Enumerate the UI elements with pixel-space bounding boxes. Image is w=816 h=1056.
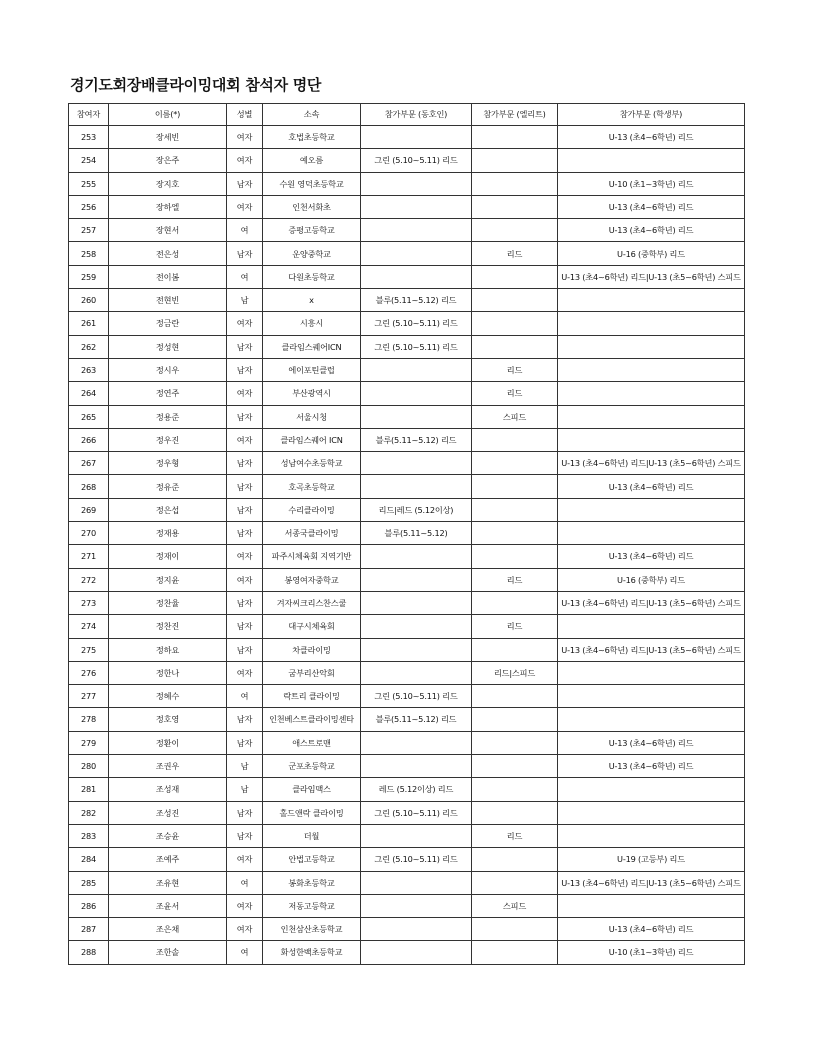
table-row bbox=[69, 428, 745, 451]
gender-cell: 여자 bbox=[227, 545, 263, 568]
division-student-cell bbox=[558, 685, 745, 708]
table-row bbox=[69, 149, 745, 172]
division-elite-cell bbox=[472, 335, 558, 358]
division-student-cell: U-13 (초4~6학년) 리드 bbox=[558, 219, 745, 242]
affiliation-cell: 호곡초등학교 bbox=[263, 475, 361, 498]
table-row bbox=[69, 242, 745, 265]
division-elite-cell bbox=[472, 126, 558, 149]
page-title: 경기도회장배클라이밍대회 참석자 명단 bbox=[70, 76, 322, 94]
division-student-cell: U-13 (초4~6학년) 리드|U-13 (초5~6학년) 스피드 bbox=[558, 265, 745, 288]
name-cell: 전은성 bbox=[109, 242, 227, 265]
table-row bbox=[69, 312, 745, 335]
division-student-cell: U-13 (초4~6학년) 리드|U-13 (초5~6학년) 스피드 bbox=[558, 871, 745, 894]
gender-cell: 여자 bbox=[227, 918, 263, 941]
name-cell: 장세빈 bbox=[109, 126, 227, 149]
table-row bbox=[69, 801, 745, 824]
participant-no-cell: 264 bbox=[69, 382, 109, 405]
participant-no-cell: 271 bbox=[69, 545, 109, 568]
participant-no-cell: 282 bbox=[69, 801, 109, 824]
gender-cell: 남자 bbox=[227, 452, 263, 475]
table-row bbox=[69, 894, 745, 917]
gender-cell: 남자 bbox=[227, 615, 263, 638]
division-student-cell bbox=[558, 312, 745, 335]
gender-cell: 남자 bbox=[227, 522, 263, 545]
affiliation-cell: 시흥시 bbox=[263, 312, 361, 335]
gender-cell: 남자 bbox=[227, 824, 263, 847]
division-club-cell bbox=[361, 242, 472, 265]
gender-cell: 여 bbox=[227, 685, 263, 708]
division-elite-cell bbox=[472, 801, 558, 824]
division-student-cell bbox=[558, 382, 745, 405]
affiliation-cell: 예오름 bbox=[263, 149, 361, 172]
name-cell: 정연주 bbox=[109, 382, 227, 405]
affiliation-cell: 인천서화초 bbox=[263, 195, 361, 218]
gender-cell: 여자 bbox=[227, 568, 263, 591]
division-student-cell bbox=[558, 498, 745, 521]
name-cell: 정성현 bbox=[109, 335, 227, 358]
table-row bbox=[69, 382, 745, 405]
division-student-cell: U-13 (초4~6학년) 리드 bbox=[558, 475, 745, 498]
table-row bbox=[69, 708, 745, 731]
participant-no-cell: 273 bbox=[69, 591, 109, 614]
participant-table bbox=[68, 103, 745, 965]
name-cell: 장지호 bbox=[109, 172, 227, 195]
affiliation-cell: 서종국클라이밍 bbox=[263, 522, 361, 545]
division-club-cell bbox=[361, 755, 472, 778]
gender-cell: 남자 bbox=[227, 638, 263, 661]
participant-no-cell: 280 bbox=[69, 755, 109, 778]
division-elite-cell: 스피드 bbox=[472, 894, 558, 917]
table-row bbox=[69, 568, 745, 591]
affiliation-cell: 클라임스퀘어ICN bbox=[263, 335, 361, 358]
name-cell: 정환이 bbox=[109, 731, 227, 754]
gender-cell: 여 bbox=[227, 941, 263, 964]
affiliation-cell: 인천삼산초등학교 bbox=[263, 918, 361, 941]
gender-cell: 남자 bbox=[227, 498, 263, 521]
table-row bbox=[69, 335, 745, 358]
division-elite-cell bbox=[472, 941, 558, 964]
division-club-cell bbox=[361, 615, 472, 638]
division-club-cell bbox=[361, 731, 472, 754]
division-student-cell: U-13 (초4~6학년) 리드 bbox=[558, 195, 745, 218]
table-row bbox=[69, 219, 745, 242]
name-cell: 정재이 bbox=[109, 545, 227, 568]
name-cell: 장하엘 bbox=[109, 195, 227, 218]
participant-no-cell: 287 bbox=[69, 918, 109, 941]
participant-no-cell: 285 bbox=[69, 871, 109, 894]
table-row bbox=[69, 358, 745, 381]
division-club-cell bbox=[361, 195, 472, 218]
participant-no-cell: 260 bbox=[69, 289, 109, 312]
gender-cell: 여자 bbox=[227, 382, 263, 405]
name-cell: 조성진 bbox=[109, 801, 227, 824]
affiliation-cell: 겨자씨크리스찬스쿨 bbox=[263, 591, 361, 614]
table-row bbox=[69, 685, 745, 708]
gender-cell: 여자 bbox=[227, 848, 263, 871]
participant-no-cell: 278 bbox=[69, 708, 109, 731]
participant-no-cell: 267 bbox=[69, 452, 109, 475]
header-gender: 성별 bbox=[227, 104, 263, 126]
name-cell: 조성재 bbox=[109, 778, 227, 801]
affiliation-cell: 서울시청 bbox=[263, 405, 361, 428]
division-elite-cell bbox=[472, 848, 558, 871]
division-club-cell: 그린 (5.10~5.11) 리드 bbox=[361, 848, 472, 871]
table-row bbox=[69, 918, 745, 941]
participant-no-cell: 286 bbox=[69, 894, 109, 917]
name-cell: 정유준 bbox=[109, 475, 227, 498]
division-elite-cell bbox=[472, 265, 558, 288]
gender-cell: 남자 bbox=[227, 801, 263, 824]
division-elite-cell: 리드 bbox=[472, 358, 558, 381]
affiliation-cell: 화성한백초등학교 bbox=[263, 941, 361, 964]
division-student-cell: U-13 (초4~6학년) 리드|U-13 (초5~6학년) 스피드 bbox=[558, 591, 745, 614]
affiliation-cell: 차클라이밍 bbox=[263, 638, 361, 661]
affiliation-cell: 대구시체육회 bbox=[263, 615, 361, 638]
gender-cell: 여 bbox=[227, 219, 263, 242]
division-student-cell: U-16 (중학부) 리드 bbox=[558, 242, 745, 265]
name-cell: 정우진 bbox=[109, 428, 227, 451]
affiliation-cell: 군포초등학교 bbox=[263, 755, 361, 778]
table-row bbox=[69, 871, 745, 894]
affiliation-cell: 봉영여자중학교 bbox=[263, 568, 361, 591]
division-elite-cell bbox=[472, 918, 558, 941]
name-cell: 정지윤 bbox=[109, 568, 227, 591]
participant-no-cell: 284 bbox=[69, 848, 109, 871]
division-club-cell bbox=[361, 382, 472, 405]
participant-no-cell: 256 bbox=[69, 195, 109, 218]
division-student-cell bbox=[558, 149, 745, 172]
table-row bbox=[69, 824, 745, 847]
table-row bbox=[69, 848, 745, 871]
participant-no-cell: 269 bbox=[69, 498, 109, 521]
participant-no-cell: 253 bbox=[69, 126, 109, 149]
division-elite-cell bbox=[472, 428, 558, 451]
gender-cell: 남자 bbox=[227, 242, 263, 265]
affiliation-cell: 다원초등학교 bbox=[263, 265, 361, 288]
affiliation-cell: 봉화초등학교 bbox=[263, 871, 361, 894]
division-student-cell: U-10 (초1~3학년) 리드 bbox=[558, 941, 745, 964]
participant-no-cell: 288 bbox=[69, 941, 109, 964]
division-club-cell bbox=[361, 219, 472, 242]
gender-cell: 남자 bbox=[227, 591, 263, 614]
division-club-cell bbox=[361, 894, 472, 917]
participant-no-cell: 258 bbox=[69, 242, 109, 265]
division-club-cell bbox=[361, 638, 472, 661]
gender-cell: 여자 bbox=[227, 126, 263, 149]
affiliation-cell: 클라임맥스 bbox=[263, 778, 361, 801]
division-club-cell bbox=[361, 591, 472, 614]
division-elite-cell: 리드 bbox=[472, 615, 558, 638]
affiliation-cell: 수원 영덕초등학교 bbox=[263, 172, 361, 195]
division-elite-cell bbox=[472, 195, 558, 218]
division-club-cell bbox=[361, 568, 472, 591]
gender-cell: 여 bbox=[227, 871, 263, 894]
division-student-cell: U-10 (초1~3학년) 리드 bbox=[558, 172, 745, 195]
affiliation-cell: 락트리 클라이밍 bbox=[263, 685, 361, 708]
division-elite-cell bbox=[472, 172, 558, 195]
table-row bbox=[69, 265, 745, 288]
header-name: 이름(*) bbox=[109, 104, 227, 126]
division-club-cell bbox=[361, 918, 472, 941]
header-participant-no: 참여자 bbox=[69, 104, 109, 126]
participant-no-cell: 283 bbox=[69, 824, 109, 847]
division-student-cell: U-19 (고등부) 리드 bbox=[558, 848, 745, 871]
gender-cell: 여자 bbox=[227, 661, 263, 684]
name-cell: 정용준 bbox=[109, 405, 227, 428]
division-club-cell: 그린 (5.10~5.11) 리드 bbox=[361, 149, 472, 172]
table-header-row bbox=[69, 104, 745, 126]
name-cell: 전현빈 bbox=[109, 289, 227, 312]
division-student-cell: U-16 (중학부) 리드 bbox=[558, 568, 745, 591]
affiliation-cell: 파주시체육회 지역기반 bbox=[263, 545, 361, 568]
name-cell: 정호영 bbox=[109, 708, 227, 731]
affiliation-cell: 수리클라이밍 bbox=[263, 498, 361, 521]
participant-no-cell: 272 bbox=[69, 568, 109, 591]
participant-no-cell: 257 bbox=[69, 219, 109, 242]
division-student-cell bbox=[558, 615, 745, 638]
name-cell: 정금란 bbox=[109, 312, 227, 335]
table-row bbox=[69, 172, 745, 195]
division-elite-cell bbox=[472, 778, 558, 801]
division-club-cell: 그린 (5.10~5.11) 리드 bbox=[361, 335, 472, 358]
name-cell: 정혜수 bbox=[109, 685, 227, 708]
division-club-cell bbox=[361, 405, 472, 428]
name-cell: 조은채 bbox=[109, 918, 227, 941]
participant-no-cell: 270 bbox=[69, 522, 109, 545]
table-row bbox=[69, 615, 745, 638]
division-student-cell: U-13 (초4~6학년) 리드 bbox=[558, 918, 745, 941]
table-row bbox=[69, 522, 745, 545]
table-row bbox=[69, 195, 745, 218]
table-row bbox=[69, 941, 745, 964]
division-student-cell: U-13 (초4~6학년) 리드 bbox=[558, 545, 745, 568]
division-student-cell bbox=[558, 708, 745, 731]
gender-cell: 여 bbox=[227, 265, 263, 288]
table-row bbox=[69, 498, 745, 521]
affiliation-cell: 굼부리산악회 bbox=[263, 661, 361, 684]
division-elite-cell: 리드|스피드 bbox=[472, 661, 558, 684]
affiliation-cell: 안법고등학교 bbox=[263, 848, 361, 871]
table-row bbox=[69, 731, 745, 754]
division-elite-cell: 리드 bbox=[472, 242, 558, 265]
division-elite-cell bbox=[472, 731, 558, 754]
name-cell: 조예주 bbox=[109, 848, 227, 871]
gender-cell: 남 bbox=[227, 778, 263, 801]
division-student-cell bbox=[558, 358, 745, 381]
division-elite-cell: 리드 bbox=[472, 568, 558, 591]
name-cell: 정한나 bbox=[109, 661, 227, 684]
division-club-cell: 그린 (5.10~5.11) 리드 bbox=[361, 801, 472, 824]
name-cell: 정시우 bbox=[109, 358, 227, 381]
participant-no-cell: 277 bbox=[69, 685, 109, 708]
division-club-cell: 리드|레드 (5.12이상) bbox=[361, 498, 472, 521]
name-cell: 장현서 bbox=[109, 219, 227, 242]
name-cell: 조한솔 bbox=[109, 941, 227, 964]
gender-cell: 여자 bbox=[227, 149, 263, 172]
name-cell: 전이봄 bbox=[109, 265, 227, 288]
name-cell: 조권우 bbox=[109, 755, 227, 778]
division-student-cell bbox=[558, 428, 745, 451]
division-elite-cell bbox=[472, 149, 558, 172]
table-row bbox=[69, 661, 745, 684]
participant-no-cell: 281 bbox=[69, 778, 109, 801]
division-club-cell: 블루(5.11~5.12) bbox=[361, 522, 472, 545]
participant-no-cell: 279 bbox=[69, 731, 109, 754]
table-row bbox=[69, 475, 745, 498]
participant-no-cell: 266 bbox=[69, 428, 109, 451]
participant-no-cell: 263 bbox=[69, 358, 109, 381]
gender-cell: 여자 bbox=[227, 894, 263, 917]
participant-no-cell: 275 bbox=[69, 638, 109, 661]
division-student-cell bbox=[558, 335, 745, 358]
header-division-student: 참가부문 (학생부) bbox=[558, 104, 745, 126]
division-elite-cell bbox=[472, 312, 558, 335]
table-row bbox=[69, 452, 745, 475]
division-student-cell bbox=[558, 661, 745, 684]
table-row bbox=[69, 545, 745, 568]
gender-cell: 남자 bbox=[227, 172, 263, 195]
gender-cell: 여자 bbox=[227, 428, 263, 451]
name-cell: 조승윤 bbox=[109, 824, 227, 847]
division-elite-cell: 스피드 bbox=[472, 405, 558, 428]
header-division-elite: 참가부문 (엘리트) bbox=[472, 104, 558, 126]
name-cell: 조유현 bbox=[109, 871, 227, 894]
division-club-cell: 그린 (5.10~5.11) 리드 bbox=[361, 685, 472, 708]
gender-cell: 남자 bbox=[227, 358, 263, 381]
affiliation-cell: 클라임스퀘어 ICN bbox=[263, 428, 361, 451]
table-row bbox=[69, 289, 745, 312]
gender-cell: 남자 bbox=[227, 731, 263, 754]
gender-cell: 남 bbox=[227, 289, 263, 312]
division-elite-cell: 리드 bbox=[472, 382, 558, 405]
division-elite-cell bbox=[472, 475, 558, 498]
participant-no-cell: 255 bbox=[69, 172, 109, 195]
division-student-cell bbox=[558, 289, 745, 312]
division-club-cell: 블루(5.11~5.12) 리드 bbox=[361, 289, 472, 312]
participant-no-cell: 254 bbox=[69, 149, 109, 172]
division-student-cell bbox=[558, 522, 745, 545]
name-cell: 정재용 bbox=[109, 522, 227, 545]
division-student-cell: U-13 (초4~6학년) 리드|U-13 (초5~6학년) 스피드 bbox=[558, 638, 745, 661]
gender-cell: 남자 bbox=[227, 708, 263, 731]
table-body bbox=[69, 126, 745, 965]
affiliation-cell: 성남여수초등학교 bbox=[263, 452, 361, 475]
table-row bbox=[69, 126, 745, 149]
division-student-cell: U-13 (초4~6학년) 리드 bbox=[558, 126, 745, 149]
division-club-cell bbox=[361, 265, 472, 288]
division-student-cell: U-13 (초4~6학년) 리드|U-13 (초5~6학년) 스피드 bbox=[558, 452, 745, 475]
table-row bbox=[69, 405, 745, 428]
gender-cell: 여자 bbox=[227, 312, 263, 335]
gender-cell: 남자 bbox=[227, 475, 263, 498]
division-student-cell: U-13 (초4~6학년) 리드 bbox=[558, 731, 745, 754]
name-cell: 정찬율 bbox=[109, 591, 227, 614]
affiliation-cell: 홀드앤락 클라이밍 bbox=[263, 801, 361, 824]
participant-no-cell: 261 bbox=[69, 312, 109, 335]
division-elite-cell bbox=[472, 219, 558, 242]
division-club-cell: 블루(5.11~5.12) 리드 bbox=[361, 428, 472, 451]
division-club-cell: 레드 (5.12이상) 리드 bbox=[361, 778, 472, 801]
division-elite-cell bbox=[472, 591, 558, 614]
division-elite-cell bbox=[472, 638, 558, 661]
division-club-cell bbox=[361, 661, 472, 684]
participant-no-cell: 262 bbox=[69, 335, 109, 358]
affiliation-cell: 에이포틴클럽 bbox=[263, 358, 361, 381]
division-club-cell bbox=[361, 172, 472, 195]
division-club-cell: 블루(5.11~5.12) 리드 bbox=[361, 708, 472, 731]
division-student-cell: U-13 (초4~6학년) 리드 bbox=[558, 755, 745, 778]
affiliation-cell: 인천베스트클라이밍센타 bbox=[263, 708, 361, 731]
name-cell: 정찬진 bbox=[109, 615, 227, 638]
division-club-cell bbox=[361, 126, 472, 149]
affiliation-cell: 호법초등학교 bbox=[263, 126, 361, 149]
gender-cell: 남 bbox=[227, 755, 263, 778]
division-student-cell bbox=[558, 405, 745, 428]
division-club-cell bbox=[361, 941, 472, 964]
participant-no-cell: 268 bbox=[69, 475, 109, 498]
division-elite-cell bbox=[472, 755, 558, 778]
affiliation-cell: 운양중학교 bbox=[263, 242, 361, 265]
division-club-cell bbox=[361, 452, 472, 475]
gender-cell: 남자 bbox=[227, 405, 263, 428]
division-elite-cell bbox=[472, 522, 558, 545]
affiliation-cell: 더월 bbox=[263, 824, 361, 847]
table-row bbox=[69, 755, 745, 778]
affiliation-cell: x bbox=[263, 289, 361, 312]
division-club-cell bbox=[361, 545, 472, 568]
participant-no-cell: 259 bbox=[69, 265, 109, 288]
gender-cell: 여자 bbox=[227, 195, 263, 218]
division-club-cell: 그린 (5.10~5.11) 리드 bbox=[361, 312, 472, 335]
division-club-cell bbox=[361, 358, 472, 381]
table-row bbox=[69, 638, 745, 661]
table-row bbox=[69, 591, 745, 614]
affiliation-cell: 애스트로맨 bbox=[263, 731, 361, 754]
division-student-cell bbox=[558, 778, 745, 801]
affiliation-cell: 증평고등학교 bbox=[263, 219, 361, 242]
division-elite-cell bbox=[472, 685, 558, 708]
name-cell: 정은섭 bbox=[109, 498, 227, 521]
division-student-cell bbox=[558, 894, 745, 917]
division-elite-cell bbox=[472, 452, 558, 475]
division-club-cell bbox=[361, 871, 472, 894]
table-row bbox=[69, 778, 745, 801]
division-elite-cell: 리드 bbox=[472, 824, 558, 847]
division-student-cell bbox=[558, 824, 745, 847]
name-cell: 정하요 bbox=[109, 638, 227, 661]
division-club-cell bbox=[361, 475, 472, 498]
division-club-cell bbox=[361, 824, 472, 847]
header-division-club: 참가부문 (동호인) bbox=[361, 104, 472, 126]
division-elite-cell bbox=[472, 708, 558, 731]
participant-no-cell: 265 bbox=[69, 405, 109, 428]
affiliation-cell: 부산광역시 bbox=[263, 382, 361, 405]
division-elite-cell bbox=[472, 289, 558, 312]
division-student-cell bbox=[558, 801, 745, 824]
division-elite-cell bbox=[472, 545, 558, 568]
gender-cell: 남자 bbox=[227, 335, 263, 358]
division-elite-cell bbox=[472, 498, 558, 521]
participant-no-cell: 276 bbox=[69, 661, 109, 684]
name-cell: 조윤서 bbox=[109, 894, 227, 917]
name-cell: 장은주 bbox=[109, 149, 227, 172]
header-affiliation: 소속 bbox=[263, 104, 361, 126]
division-elite-cell bbox=[472, 871, 558, 894]
participant-no-cell: 274 bbox=[69, 615, 109, 638]
name-cell: 정우형 bbox=[109, 452, 227, 475]
affiliation-cell: 저동고등학교 bbox=[263, 894, 361, 917]
